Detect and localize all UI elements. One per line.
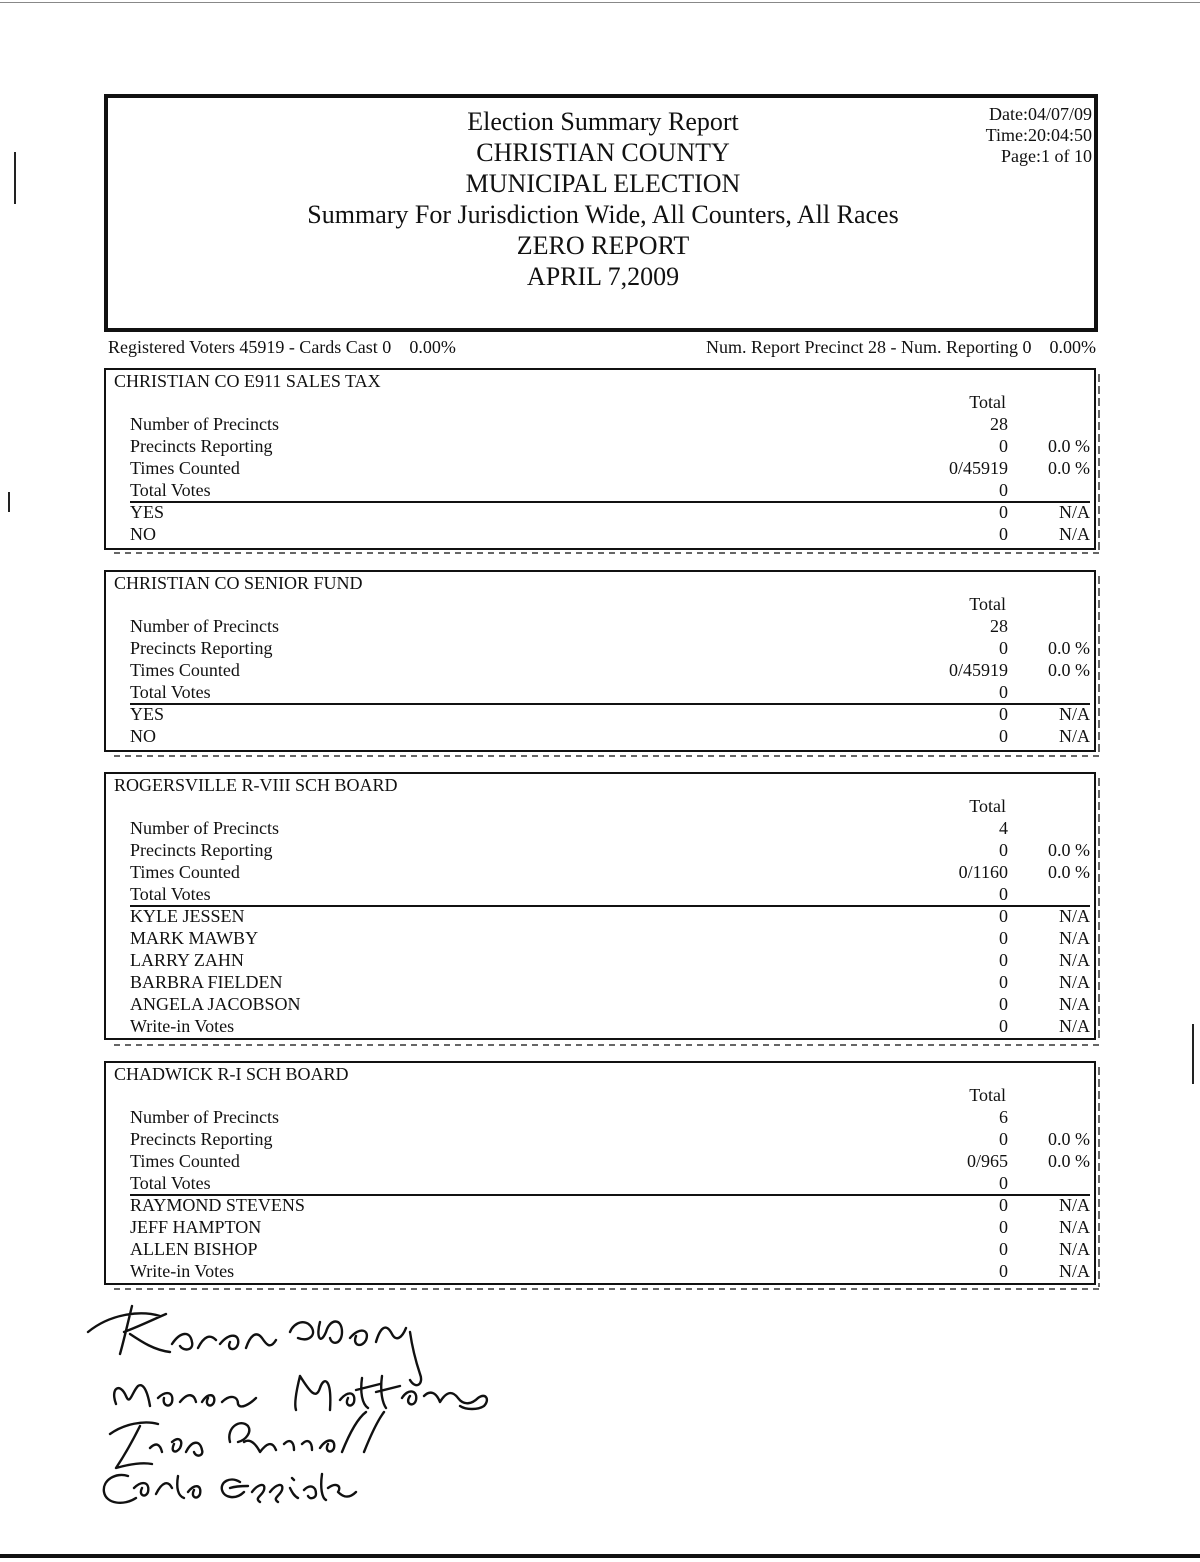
choice-percent: N/A (1059, 1261, 1090, 1281)
report-date: Date:04/07/09 (989, 104, 1092, 124)
registered-voters-text: Registered Voters 45919 - Cards Cast 0 (108, 337, 392, 357)
race-box (104, 772, 1096, 1040)
choice-row (130, 1016, 1094, 1038)
scan-shadow (114, 755, 1102, 757)
stat-label: Number of Precincts (130, 818, 279, 838)
total-column-header: Total (969, 796, 1006, 816)
choice-percent: N/A (1059, 906, 1090, 926)
choice-row (130, 950, 1094, 972)
stat-label: Times Counted (130, 458, 240, 478)
race-box (104, 368, 1096, 550)
stat-label: Number of Precincts (130, 1107, 279, 1127)
choice-votes: 0 (999, 1195, 1008, 1215)
stat-row (130, 1173, 1094, 1195)
stat-percent: 0.0 % (1048, 1129, 1090, 1149)
choice-percent: N/A (1059, 1195, 1090, 1215)
choice-label: YES (130, 502, 165, 522)
scan-mark (8, 492, 10, 512)
stat-label: Times Counted (130, 660, 240, 680)
choice-percent: N/A (1059, 928, 1090, 948)
precinct-reporting-text: Num. Report Precinct 28 - Num. Reporting 0 (706, 337, 1032, 357)
handwritten-signatures (80, 1292, 540, 1512)
scan-edge-line (0, 1554, 1200, 1558)
signature-block (80, 1292, 540, 1512)
stat-label: Total Votes (130, 682, 211, 702)
precinct-reporting-summary (706, 337, 1096, 358)
stat-row (130, 414, 1094, 436)
stat-value: 0 (999, 436, 1008, 456)
choice-votes: 0 (999, 950, 1008, 970)
choice-row (130, 994, 1094, 1016)
race-title: CHRISTIAN CO SENIOR FUND (114, 573, 363, 593)
report-scope: Summary For Jurisdiction Wide, All Counters, All Races (307, 200, 899, 229)
stat-label: Precincts Reporting (130, 840, 273, 860)
stat-label: Precincts Reporting (130, 1129, 273, 1149)
stat-label: Times Counted (130, 862, 240, 882)
total-column-header: Total (969, 1085, 1006, 1105)
stat-row (130, 840, 1094, 862)
election-name: MUNICIPAL ELECTION (465, 169, 741, 198)
choice-votes: 0 (999, 1016, 1008, 1036)
choice-row (130, 524, 1094, 546)
stat-value: 28 (990, 616, 1008, 636)
choice-votes: 0 (999, 704, 1008, 724)
scan-shadow (1098, 778, 1100, 1042)
race-box (104, 570, 1096, 752)
choice-percent: N/A (1059, 726, 1090, 746)
stat-label: Number of Precincts (130, 616, 279, 636)
scan-shadow (114, 1288, 1102, 1290)
stat-percent: 0.0 % (1048, 862, 1090, 882)
choice-votes: 0 (999, 502, 1008, 522)
choice-percent: N/A (1059, 1239, 1090, 1259)
choice-label: YES (130, 704, 165, 724)
choice-votes: 0 (999, 524, 1008, 544)
choice-label: JEFF HAMPTON (130, 1217, 262, 1237)
choice-row (130, 1261, 1094, 1283)
election-date: APRIL 7,2009 (526, 262, 680, 291)
choice-votes: 0 (999, 1217, 1008, 1237)
stat-value: 0 (999, 840, 1008, 860)
stat-row (130, 862, 1094, 884)
race-box (104, 1061, 1096, 1285)
scan-shadow (1098, 374, 1100, 552)
total-column-header: Total (969, 392, 1006, 412)
stat-value: 0/45919 (948, 660, 1008, 680)
signature-marian (114, 1376, 487, 1410)
choice-percent: N/A (1059, 524, 1090, 544)
stat-value: 0 (999, 480, 1008, 500)
stat-value: 0 (999, 682, 1008, 702)
stat-row (130, 638, 1094, 660)
stat-row (130, 1107, 1094, 1129)
choice-votes: 0 (999, 1261, 1008, 1281)
race-title: ROGERSVILLE R-VIII SCH BOARD (114, 775, 398, 795)
stat-row (130, 436, 1094, 458)
signature-carla (104, 1474, 356, 1503)
stat-value: 0 (999, 1173, 1008, 1193)
choice-votes: 0 (999, 906, 1008, 926)
stat-percent: 0.0 % (1048, 458, 1090, 478)
choice-percent: N/A (1059, 950, 1090, 970)
stat-value: 0 (999, 638, 1008, 658)
choice-row (130, 1239, 1094, 1261)
stat-value: 0 (999, 884, 1008, 904)
report-title: Election Summary Report (467, 107, 739, 136)
race-title: CHADWICK R-I SCH BOARD (114, 1064, 349, 1084)
stat-percent: 0.0 % (1048, 660, 1090, 680)
registered-voters-summary (108, 337, 456, 358)
scan-shadow (1098, 576, 1100, 754)
choice-label: KYLE JESSEN (130, 906, 245, 926)
choice-row (130, 502, 1094, 524)
county-name: CHRISTIAN COUNTY (476, 138, 730, 167)
stat-label: Total Votes (130, 884, 211, 904)
choice-label: Write-in Votes (130, 1016, 235, 1036)
scan-shadow (1098, 1067, 1100, 1287)
stat-value: 0/45919 (948, 458, 1008, 478)
choice-votes: 0 (999, 1239, 1008, 1259)
stat-row (130, 682, 1094, 704)
choice-label: NO (130, 524, 156, 544)
cards-cast-percent: 0.00% (409, 337, 456, 357)
choice-percent: N/A (1059, 972, 1090, 992)
stat-row (130, 458, 1094, 480)
stat-value: 0 (999, 1129, 1008, 1149)
stat-row (130, 1129, 1094, 1151)
report-page-number: Page:1 of 10 (1001, 146, 1092, 166)
choice-votes: 0 (999, 928, 1008, 948)
stat-value: 6 (999, 1107, 1008, 1127)
stat-row (130, 616, 1094, 638)
report-meta (986, 104, 1092, 167)
choice-row (130, 1195, 1094, 1217)
stat-row (130, 480, 1094, 502)
choice-row (130, 1217, 1094, 1239)
scan-mark (1192, 1024, 1194, 1084)
choice-votes: 0 (999, 726, 1008, 746)
stat-row (130, 1151, 1094, 1173)
choice-percent: N/A (1059, 994, 1090, 1014)
choice-label: RAYMOND STEVENS (130, 1195, 305, 1215)
report-type: ZERO REPORT (516, 231, 690, 260)
choice-votes: 0 (999, 972, 1008, 992)
stat-value: 0/1160 (958, 862, 1008, 882)
stat-label: Precincts Reporting (130, 638, 273, 658)
choice-row (130, 704, 1094, 726)
choice-label: ANGELA JACOBSON (130, 994, 301, 1014)
choice-row (130, 972, 1094, 994)
stat-row (130, 884, 1094, 906)
stat-value: 0/965 (966, 1151, 1008, 1171)
stat-percent: 0.0 % (1048, 1151, 1090, 1171)
choice-label: NO (130, 726, 156, 746)
signature-lisa (110, 1412, 384, 1468)
choice-label: ALLEN BISHOP (130, 1239, 258, 1259)
scan-mark (14, 152, 16, 204)
choice-row (130, 726, 1094, 748)
scan-shadow (114, 552, 1102, 554)
choice-percent: N/A (1059, 1217, 1090, 1237)
choice-percent: N/A (1059, 502, 1090, 522)
choice-label: Write-in Votes (130, 1261, 235, 1281)
stat-value: 28 (990, 414, 1008, 434)
stat-label: Times Counted (130, 1151, 240, 1171)
stat-value: 4 (999, 818, 1008, 838)
report-time: Time:20:04:50 (985, 125, 1092, 145)
stat-label: Total Votes (130, 480, 211, 500)
choice-percent: N/A (1059, 704, 1090, 724)
report-header-box (104, 94, 1098, 332)
choice-row (130, 928, 1094, 950)
choice-percent: N/A (1059, 1016, 1090, 1036)
stat-percent: 0.0 % (1048, 840, 1090, 860)
total-column-header: Total (969, 594, 1006, 614)
signature-karen (88, 1306, 421, 1385)
stat-percent: 0.0 % (1048, 436, 1090, 456)
choice-label: BARBRA FIELDEN (130, 972, 283, 992)
choice-votes: 0 (999, 994, 1008, 1014)
stat-percent: 0.0 % (1048, 638, 1090, 658)
precinct-reporting-percent: 0.00% (1049, 337, 1096, 357)
scan-edge-line (0, 2, 1200, 3)
race-title: CHRISTIAN CO E911 SALES TAX (114, 371, 381, 391)
stat-row (130, 660, 1094, 682)
choice-label: MARK MAWBY (130, 928, 259, 948)
stat-label: Precincts Reporting (130, 436, 273, 456)
scan-shadow (114, 1044, 1102, 1046)
stat-label: Number of Precincts (130, 414, 279, 434)
stat-row (130, 818, 1094, 840)
stat-label: Total Votes (130, 1173, 211, 1193)
choice-row (130, 906, 1094, 928)
choice-label: LARRY ZAHN (130, 950, 244, 970)
report-title-block (108, 106, 1098, 292)
